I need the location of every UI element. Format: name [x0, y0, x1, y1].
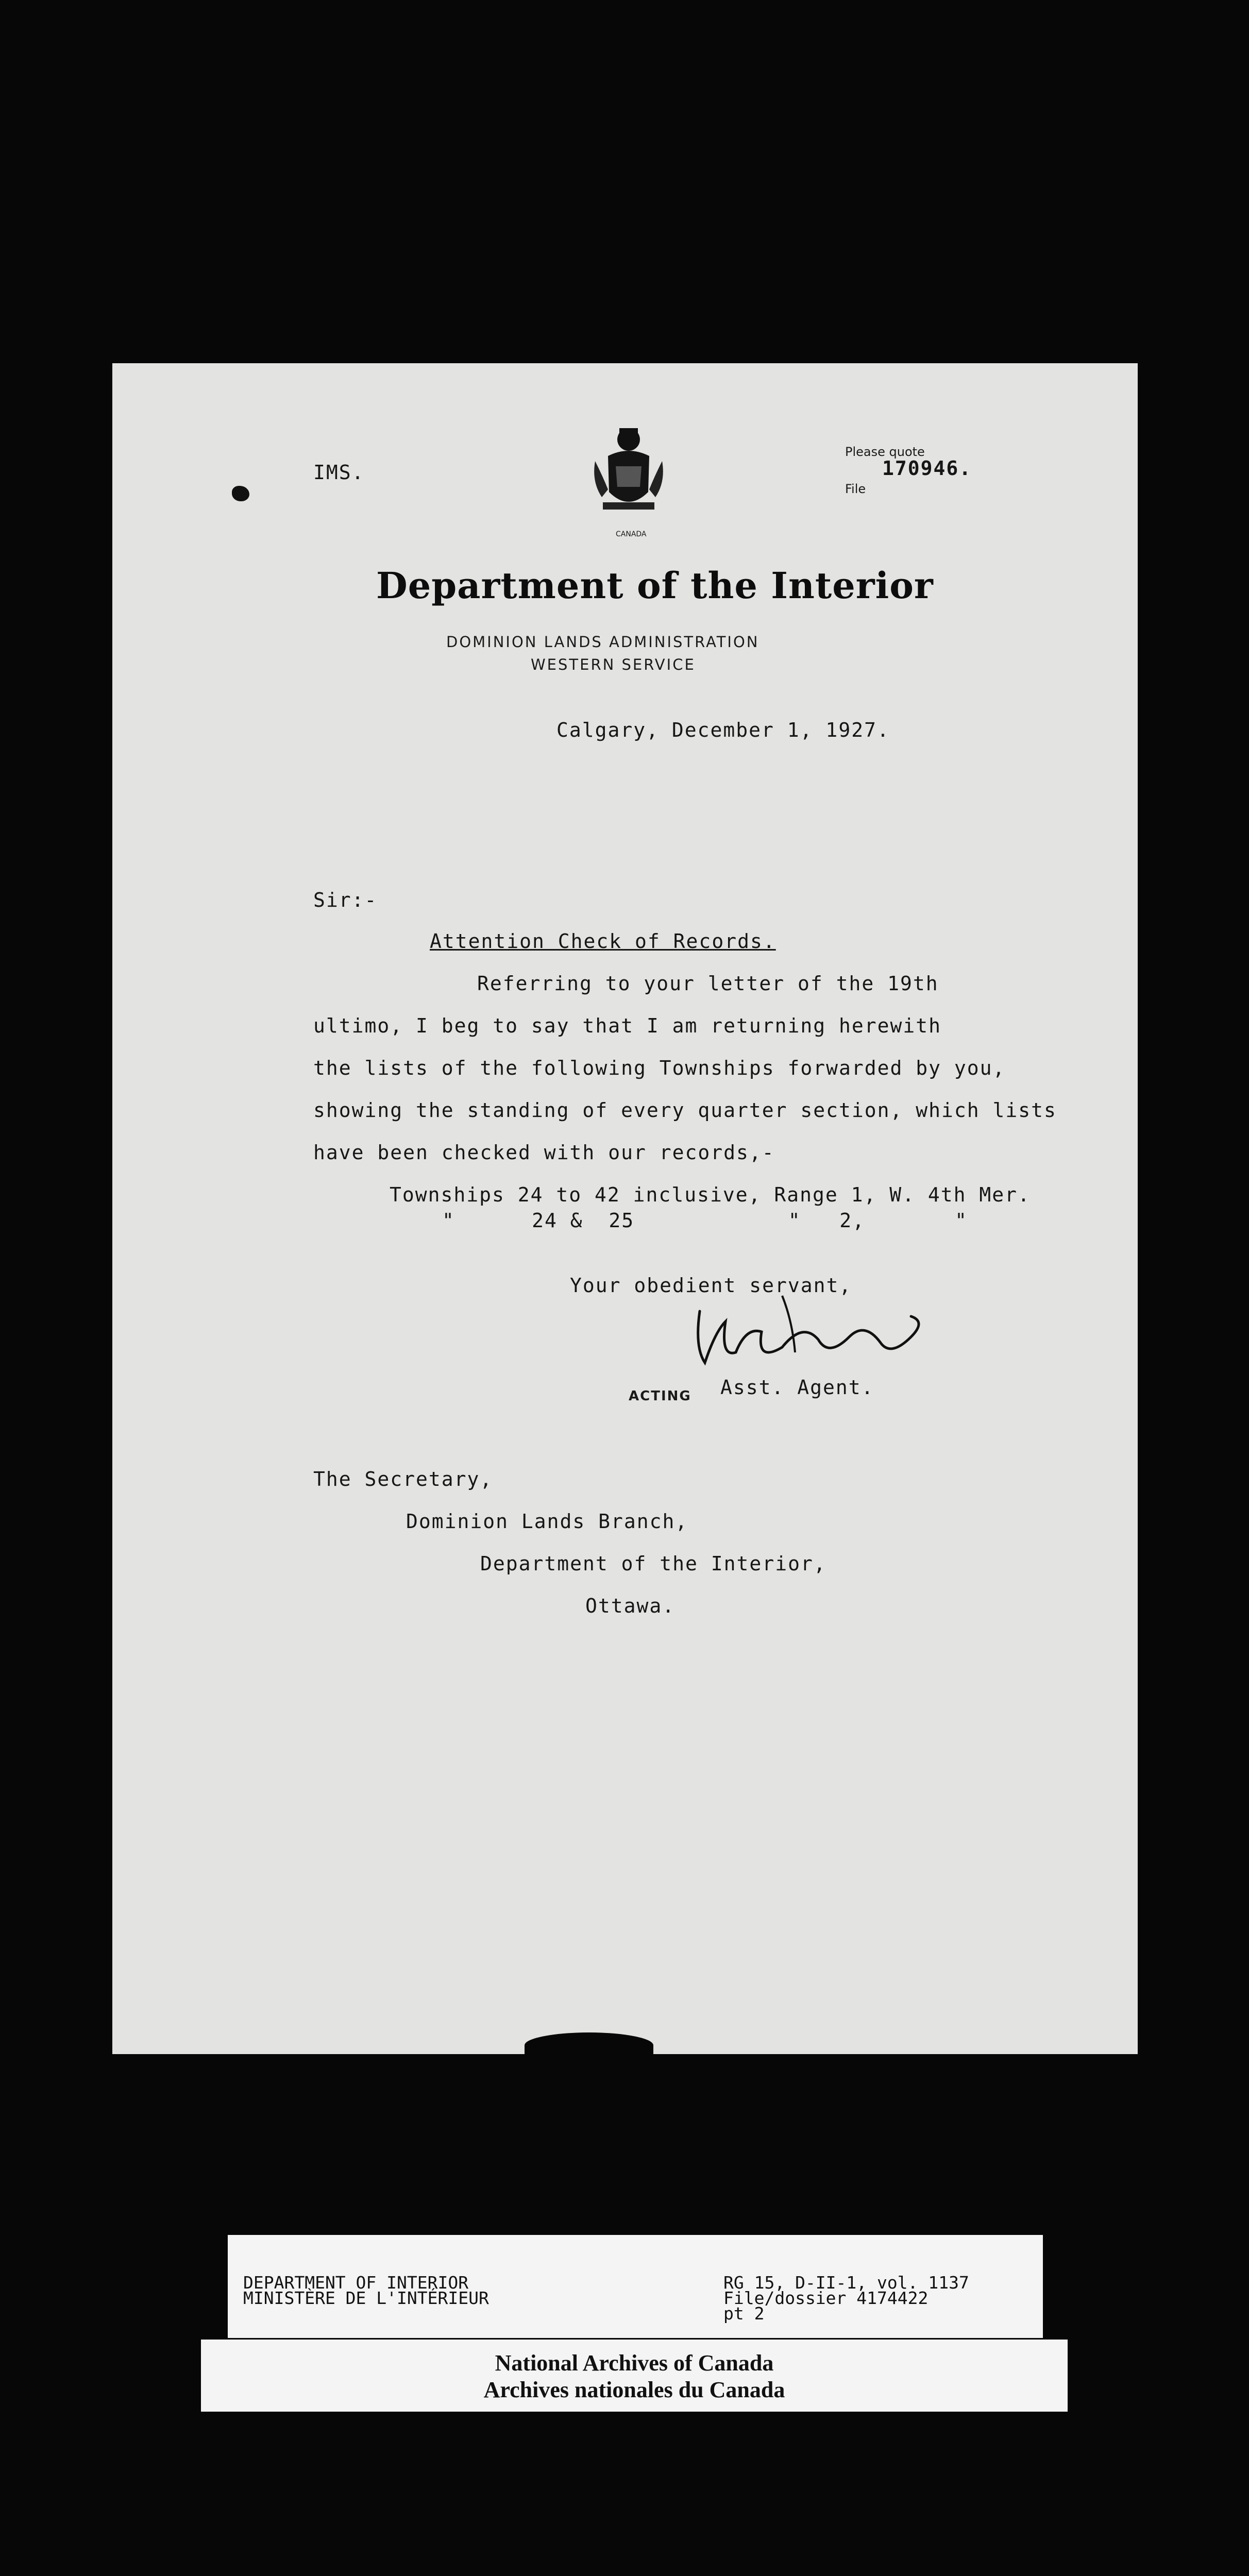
townships-line: Townships 24 to 42 inclusive, Range 1, W. 4th Mer. — [390, 1183, 1031, 1206]
body-line: showing the standing of every quarter section, which lists — [313, 1099, 1057, 1122]
part-label: pt 2 — [723, 2303, 765, 2324]
torn-edge — [525, 2032, 653, 2058]
ministere-label: MINISTÈRE DE L'INTÉRIEUR — [243, 2288, 489, 2308]
archive-reference-label — [228, 2235, 1043, 2338]
address-line: Ottawa. — [585, 1595, 676, 1617]
quote-label: Please quote — [845, 445, 925, 459]
crest-caption: CANADA — [616, 530, 647, 538]
body-line: Referring to your letter of the 19th — [477, 972, 939, 995]
subheading-service: WESTERN SERVICE — [531, 656, 696, 673]
national-archives-label — [201, 2340, 1068, 2412]
acting-stamp: ACTING — [629, 1388, 691, 1404]
archives-french: Archives nationales du Canada — [483, 2377, 785, 2402]
address-line: The Secretary, — [313, 1468, 493, 1490]
archives-english: National Archives of Canada — [495, 2350, 774, 2376]
coat-of-arms-icon — [587, 425, 670, 528]
address-line: Department of the Interior, — [480, 1552, 826, 1575]
initials: IMS. — [313, 461, 365, 484]
closing: Your obedient servant, — [570, 1274, 852, 1297]
punch-mark — [232, 486, 249, 501]
file-number: 170946. — [882, 457, 972, 480]
signature-title: Asst. Agent. — [720, 1376, 874, 1399]
body-line: have been checked with our records,- — [313, 1141, 775, 1164]
department-heading: Department of the Interior — [376, 564, 934, 607]
salutation: Sir:- — [313, 889, 378, 911]
file-dossier-label: File/dossier 4174422 — [723, 2288, 929, 2308]
department-label: DEPARTMENT OF INTERIOR — [243, 2273, 469, 2293]
body-line: the lists of the following Townships forwarded by you, — [313, 1057, 1006, 1079]
letter-sheet — [112, 363, 1138, 2054]
file-label: File — [845, 482, 866, 496]
address-line: Dominion Lands Branch, — [406, 1510, 688, 1533]
record-group-label: RG 15, D-II-1, vol. 1137 — [723, 2273, 969, 2293]
attention-line: Attention Check of Records. — [430, 930, 776, 953]
subheading-administration: DOMINION LANDS ADMINISTRATION — [446, 633, 759, 651]
townships-line: " 24 & 25 " 2, " — [442, 1209, 968, 1232]
dateline: Calgary, December 1, 1927. — [556, 719, 890, 741]
signature — [684, 1291, 942, 1383]
body-line: ultimo, I beg to say that I am returning herewith — [313, 1014, 942, 1037]
